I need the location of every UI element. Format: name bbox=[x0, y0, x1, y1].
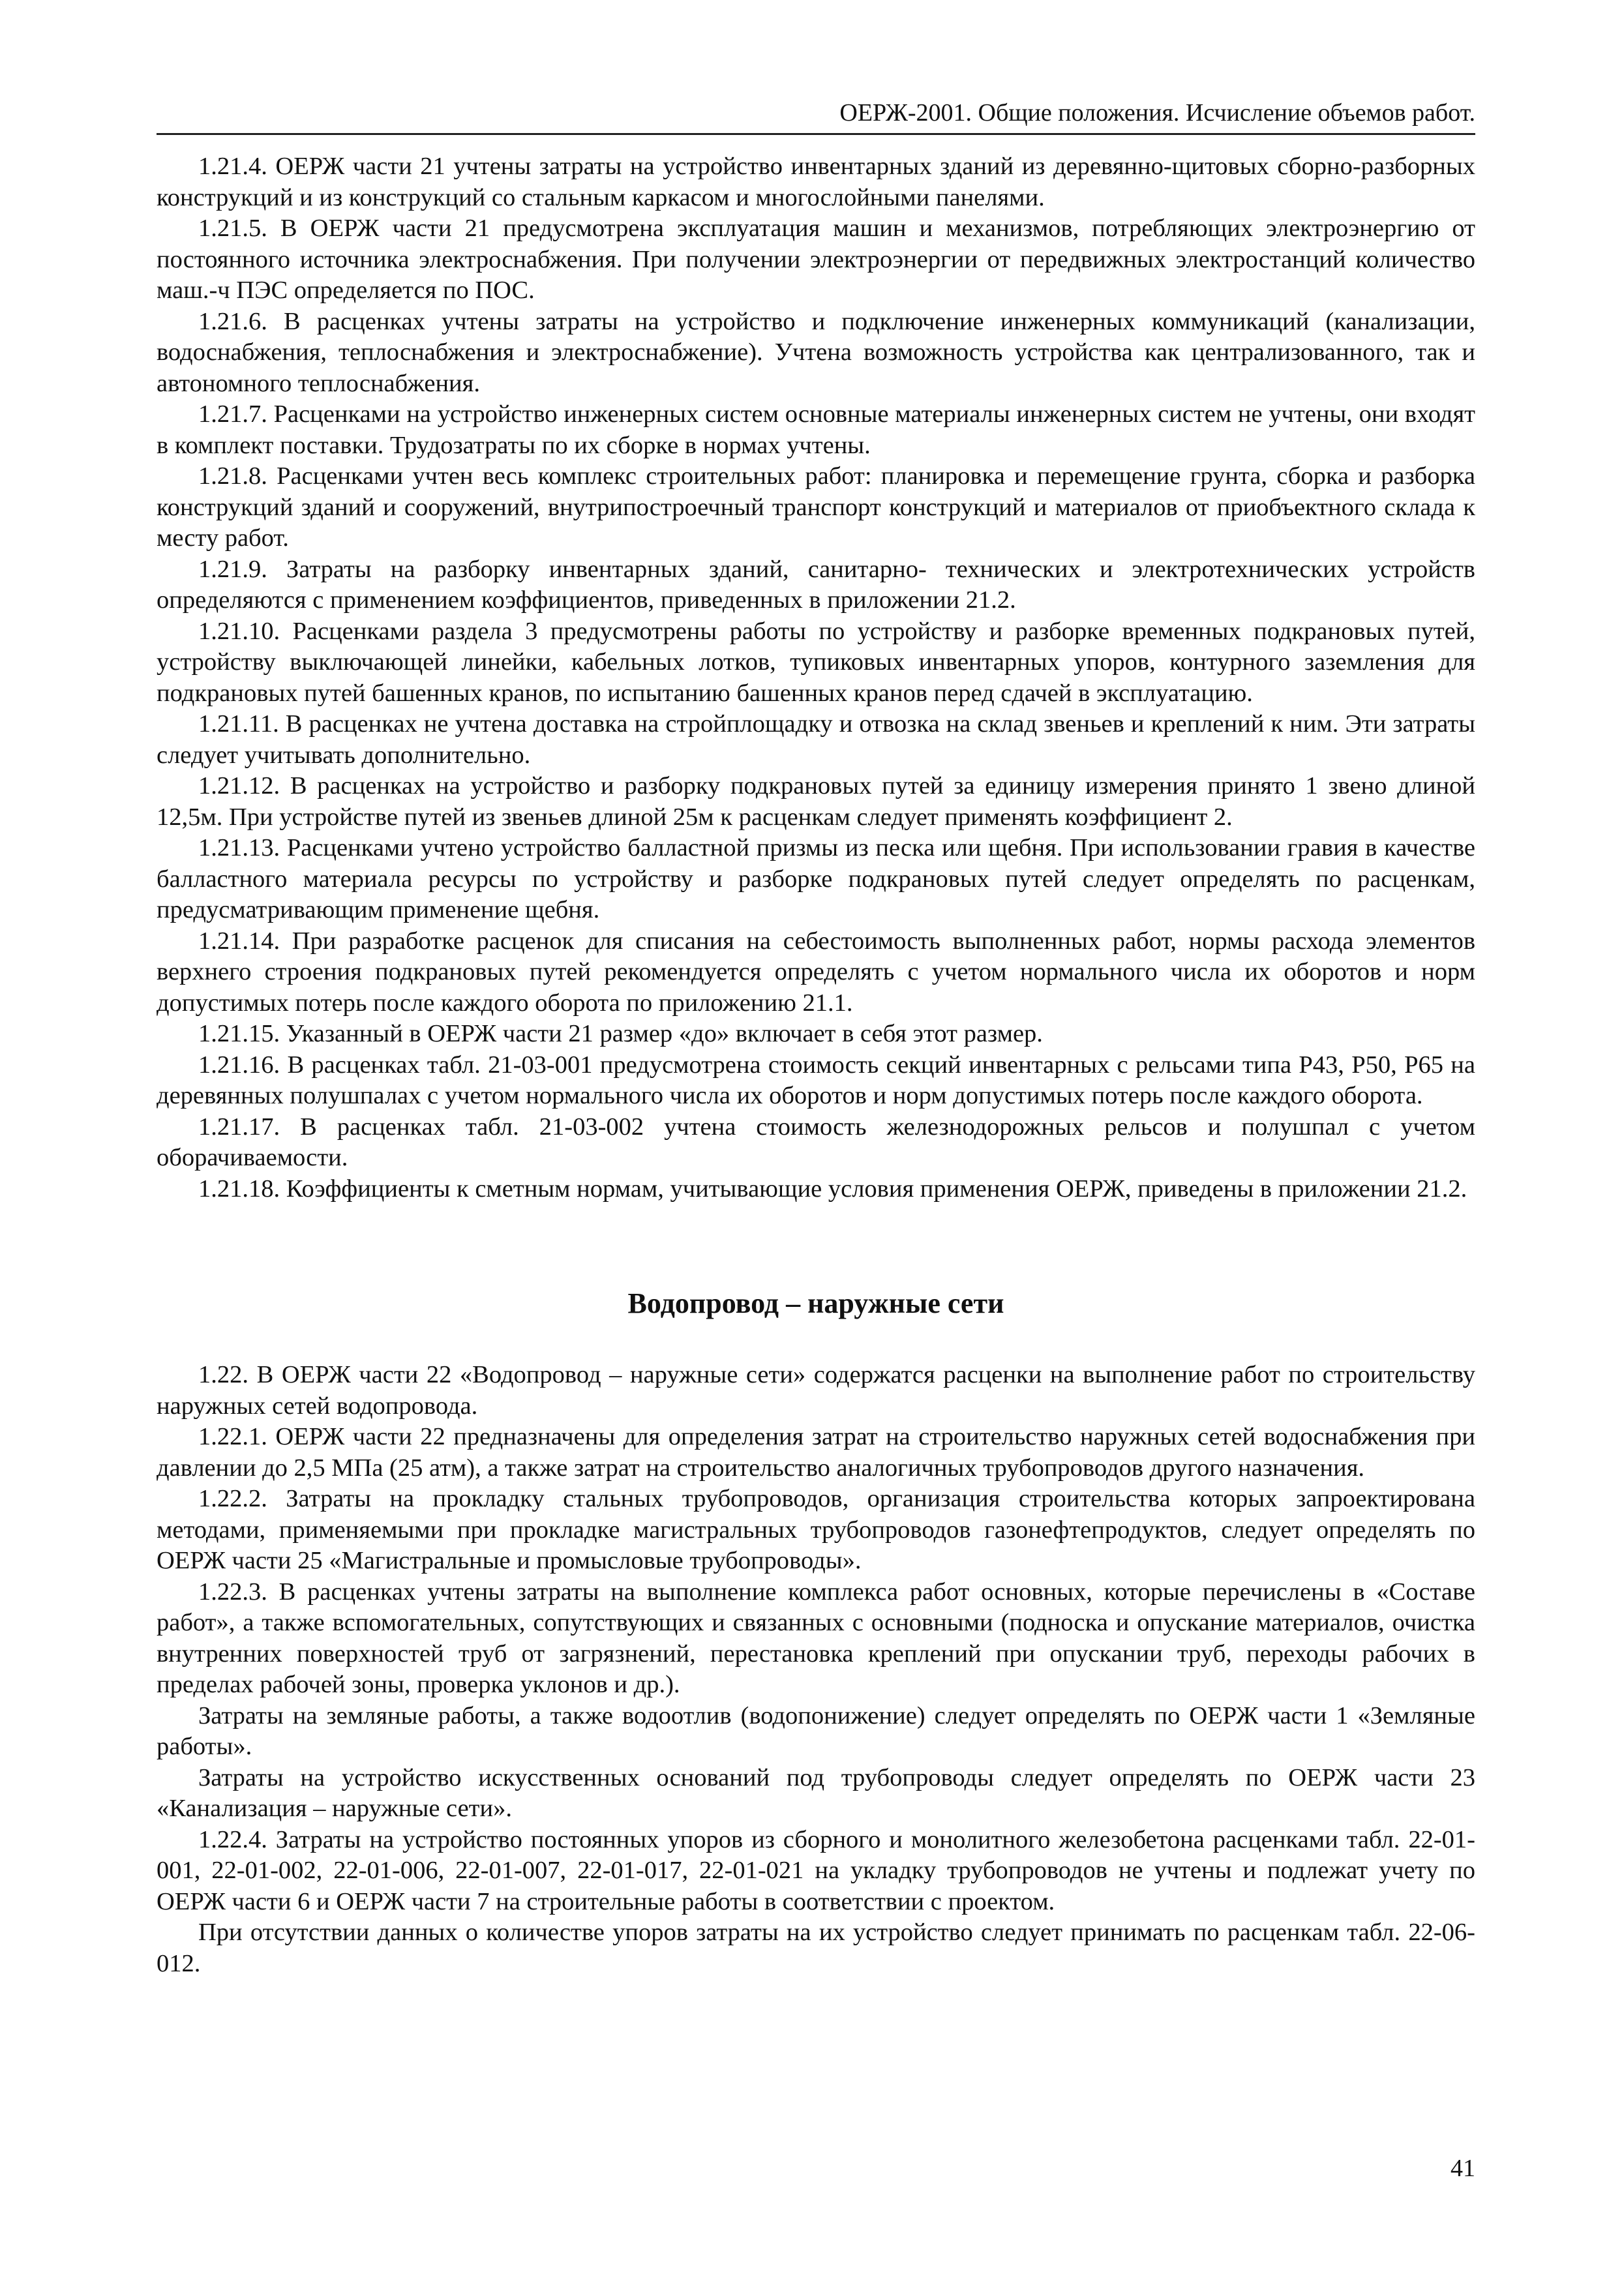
paragraph-stops: При отсутствии данных о количестве упоров затраты на их устройство следует принимать по расценкам табл. 22-06-012. bbox=[157, 1919, 1475, 1977]
paragraph-1-22-1: 1.22.1. ОЕРЖ части 22 предназначены для определения затрат на строительство наружных сетей водоснабжения при давлении до 2,5 МПа (25 атм), а также затрат на строительство аналогичных трубопроводов другого назначения. bbox=[157, 1423, 1475, 1482]
paragraph-1-21-16: 1.21.16. В расценках табл. 21-03-001 предусмотрена стоимость секций инвентарных с рельсами типа Р43, Р50, Р65 на деревянных полушпалах с учетом нормального числа их оборотов и норм допустимых потерь после каждого оборота. bbox=[157, 1051, 1475, 1109]
paragraph-1-21-17: 1.21.17. В расценках табл. 21-03-002 учтена стоимость железнодорожных рельсов и полушпал с учетом оборачиваемости. bbox=[157, 1113, 1475, 1171]
paragraph-1-22-4: 1.22.4. Затраты на устройство постоянных упоров из сборного и монолитного железобетона расценками табл. 22-01-001, 22-01-002, 22-01-006, 22-01-007, 22-01-017, 22-01-021 на укладку трубопроводов не учтены и подлежат учету по ОЕРЖ части 6 и ОЕРЖ части 7 на строительные работы в соответствии с проектом. bbox=[157, 1825, 1475, 1915]
paragraph-1-21-10: 1.21.10. Расценками раздела 3 предусмотрены работы по устройству и разборке временных подкрановых путей, устройству выключающей линейки, кабельных лотков, тупиковых инвентарных упоров, контурного заземления для подкрановых путей башенных кранов, по испытанию башенных кранов перед сдачей в эксплуатацию. bbox=[157, 617, 1475, 707]
document-body bbox=[157, 151, 1475, 1979]
paragraph-1-21-15: 1.21.15. Указанный в ОЕРЖ части 21 размер «до» включает в себя этот размер. bbox=[198, 1020, 1043, 1047]
paragraph-1-21-8: 1.21.8. Расценками учтен весь комплекс строительных работ: планировка и перемещение грунта, сборка и разборка конструкций зданий и сооружений, внутрипостроечный транспорт конструкций и материалов от приобъектного склада к месту работ. bbox=[157, 462, 1475, 552]
paragraph-1-21-11: 1.21.11. В расценках не учтена доставка на стройплощадку и отвозка на склад звеньев и креплений к ним. Эти затраты следует учитывать дополнительно. bbox=[157, 710, 1475, 769]
paragraph-1-22: 1.22. В ОЕРЖ части 22 «Водопровод – наружные сети» содержатся расценки на выполнение работ по строительству наружных сетей водопровода. bbox=[157, 1361, 1475, 1420]
paragraph-1-21-12: 1.21.12. В расценках на устройство и разборку подкрановых путей за единицу измерения принято 1 звено длиной 12,5м. При устройстве путей из звеньев длиной 25м к расценкам следует применять коэффициент 2. bbox=[157, 772, 1475, 831]
paragraph-1-21-6: 1.21.6. В расценках учтены затраты на устройство и подключение инженерных коммуникаций (канализации, водоснабжения, теплоснабжения и электроснабжение). Учтена возможность устройства как централизованного, так и автономного теплоснабжения. bbox=[157, 307, 1475, 397]
paragraph-1-22-2: 1.22.2. Затраты на прокладку стальных трубопроводов, организация строительства которых запроектирована методами, применяемыми при прокладке магистральных трубопроводов газонефтепродуктов, следует определять по ОЕРЖ части 25 «Магистральные и промысловые трубопроводы». bbox=[157, 1485, 1475, 1574]
paragraph-1-21-7: 1.21.7. Расценками на устройство инженерных систем основные материалы инженерных систем не учтены, они входят в комплект поставки. Трудозатраты по их сборке в нормах учтены. bbox=[157, 400, 1475, 459]
paragraph-1-22-3: 1.22.3. В расценках учтены затраты на выполнение комплекса работ основных, которые перечислены в «Составе работ», а также вспомогательных, сопутствующих и связанных с основными (подноска и опускание материалов, очистка внутренних поверхностей труб от загрязнений, перестановка креплений при опускании труб, переходы рабочих в пределах рабочей зоны, проверка уклонов и др.). bbox=[157, 1578, 1475, 1698]
paragraph-1-21-5: 1.21.5. В ОЕРЖ части 21 предусмотрена эксплуатация машин и механизмов, потребляющих электроэнергию от постоянного источника электроснабжения. При получении электроэнергии от передвижных электростанций количество маш.-ч ПЭС определяется по ПОС. bbox=[157, 215, 1475, 304]
page-number: 41 bbox=[1451, 2155, 1475, 2182]
running-header: ОЕРЖ-2001. Общие положения. Исчисление объемов работ. bbox=[157, 97, 1475, 135]
paragraph-foundations: Затраты на устройство искусственных оснований под трубопроводы следует определять по ОЕРЖ части 23 «Канализация – наружные сети». bbox=[157, 1763, 1475, 1822]
paragraph-1-21-4: 1.21.4. ОЕРЖ части 21 учтены затраты на устройство инвентарных зданий из деревянно-щитовых сборно-разборных конструкций и из конструкций со стальным каркасом и многослойными панелями. bbox=[157, 153, 1475, 211]
paragraph-earthworks: Затраты на земляные работы, а также водоотлив (водопонижение) следует определять по ОЕРЖ части 1 «Земляные работы». bbox=[157, 1701, 1475, 1760]
paragraph-1-21-18: 1.21.18. Коэффициенты к сметным нормам, учитывающие условия применения ОЕРЖ, приведены в приложении 21.2. bbox=[198, 1174, 1467, 1203]
paragraph-1-21-14: 1.21.14. При разработке расценок для списания на себестоимость выполненных работ, нормы расхода элементов верхнего строения подкрановых путей рекомендуется определять с учетом нормального числа их оборотов и норм допустимых потерь после каждого оборота по приложению 21.1. bbox=[157, 927, 1475, 1017]
section-title: Водопровод – наружные сети bbox=[627, 1287, 1004, 1319]
paragraph-1-21-9: 1.21.9. Затраты на разборку инвентарных зданий, санитарно- технических и электротехнических устройств определяются с применением коэффициентов, приведенных в приложении 21.2. bbox=[157, 555, 1475, 614]
paragraph-1-21-13: 1.21.13. Расценками учтено устройство балластной призмы из песка или щебня. При использовании гравия в качестве балластного материала ресурсы по устройству и разборке подкрановых путей следует определять по расценкам, предусматривающим применение щебня. bbox=[157, 834, 1475, 923]
